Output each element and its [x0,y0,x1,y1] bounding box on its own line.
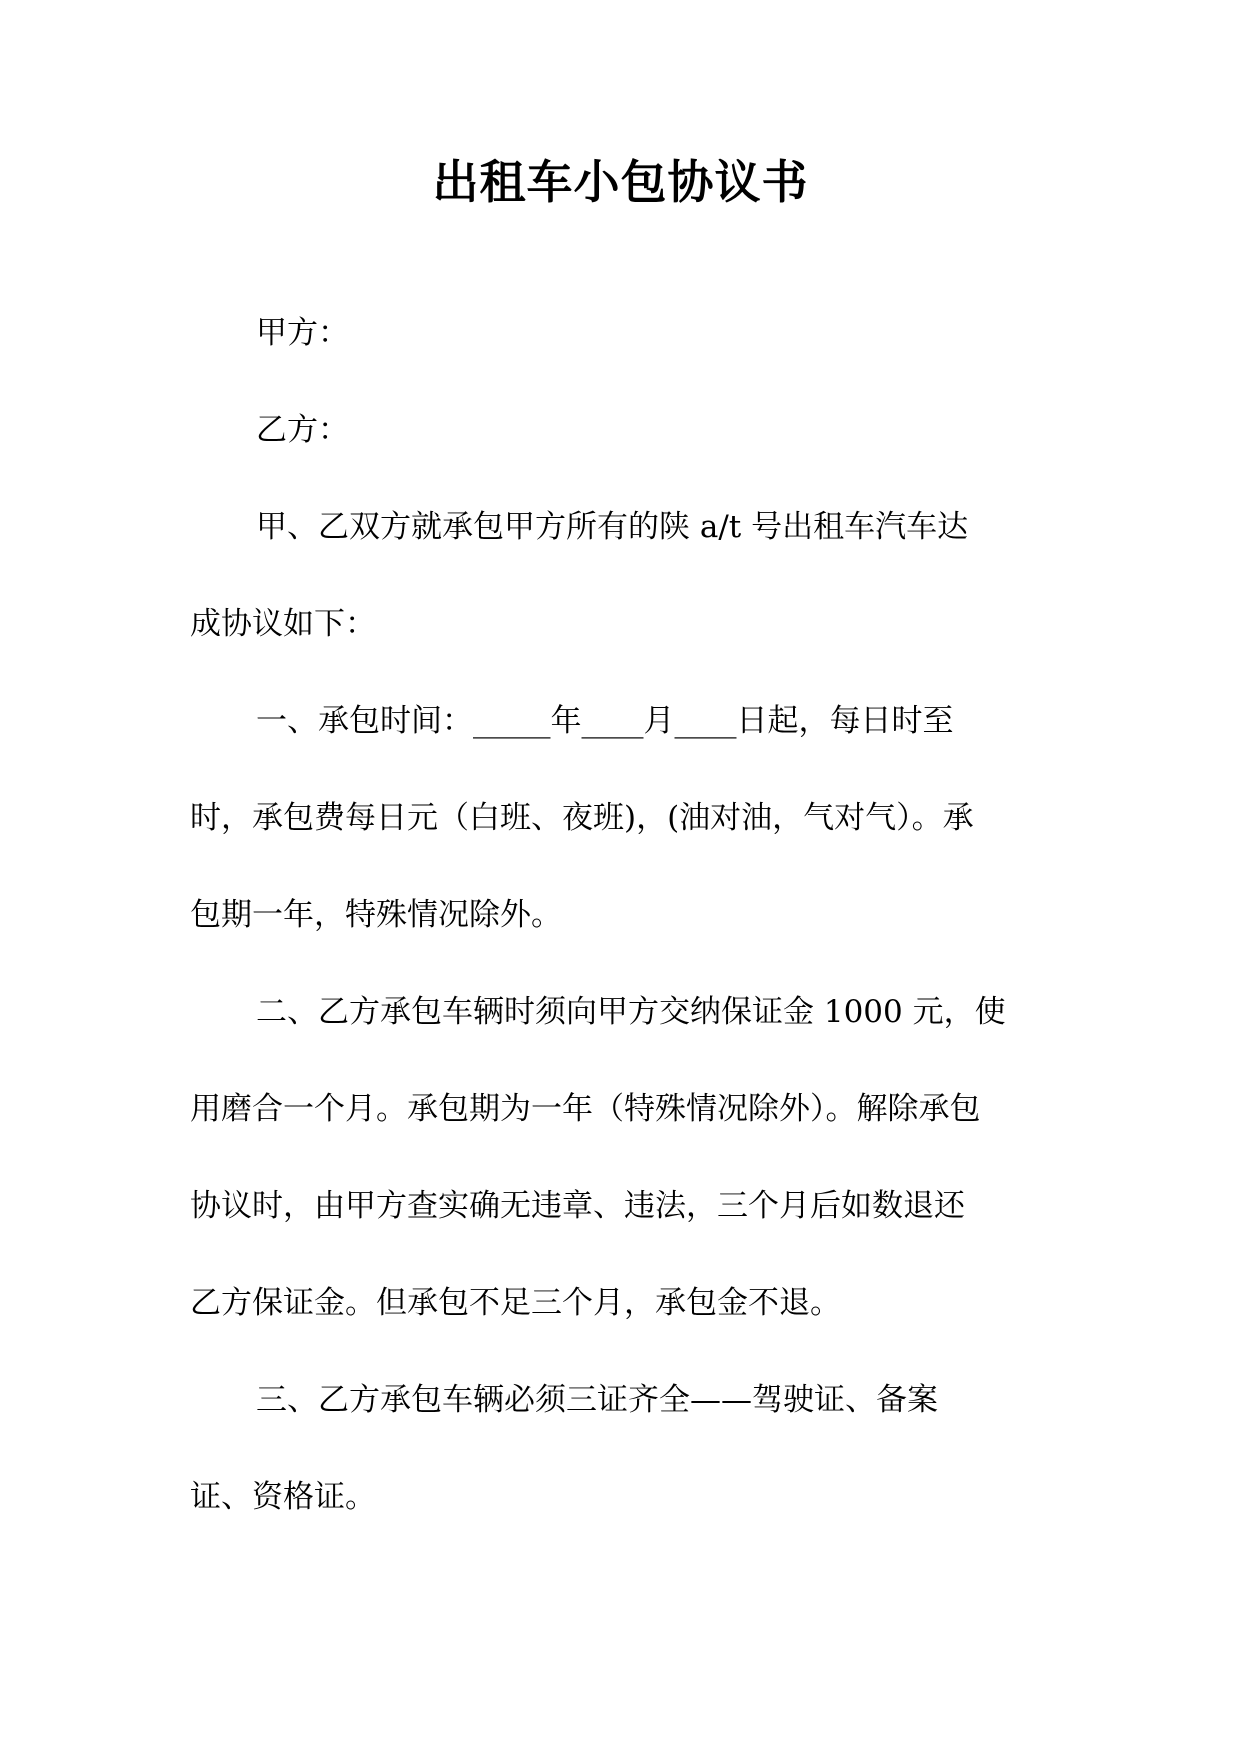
clause-2-line: 用磨合一个月。承包期为一年（特殊情况除外）。解除承包 [190,1091,981,1127]
party-b-line: 乙方： [256,412,349,448]
clause-2-line: 二、乙方承包车辆时须向甲方交纳保证金 1000 元，使 [256,994,1006,1030]
clause-2-line: 协议时，由甲方查实确无违章、违法，三个月后如数退还 [190,1188,965,1224]
clause-1-line: 时，承包费每日元（白班、夜班)，(油对油，气对气）。承 [190,800,974,836]
paragraph-line: 甲、乙双方就承包甲方所有的陕 a/t 号出租车汽车达 [256,509,969,545]
clause-1-line: 包期一年，特殊情况除外。 [190,897,562,933]
paragraph-line: 成协议如下： [190,606,376,642]
clause-3-line: 证、资格证。 [190,1479,376,1515]
clause-3-line: 三、乙方承包车辆必须三证齐全——驾驶证、备案 [256,1382,938,1418]
document-title: 出租车小包协议书 [432,155,809,209]
party-a-line: 甲方： [256,315,349,351]
clause-2-line: 乙方保证金。但承包不足三个月，承包金不退。 [190,1285,841,1321]
clause-1-line: 一、承包时间：_____年____月____日起，每日时至 [256,703,954,739]
